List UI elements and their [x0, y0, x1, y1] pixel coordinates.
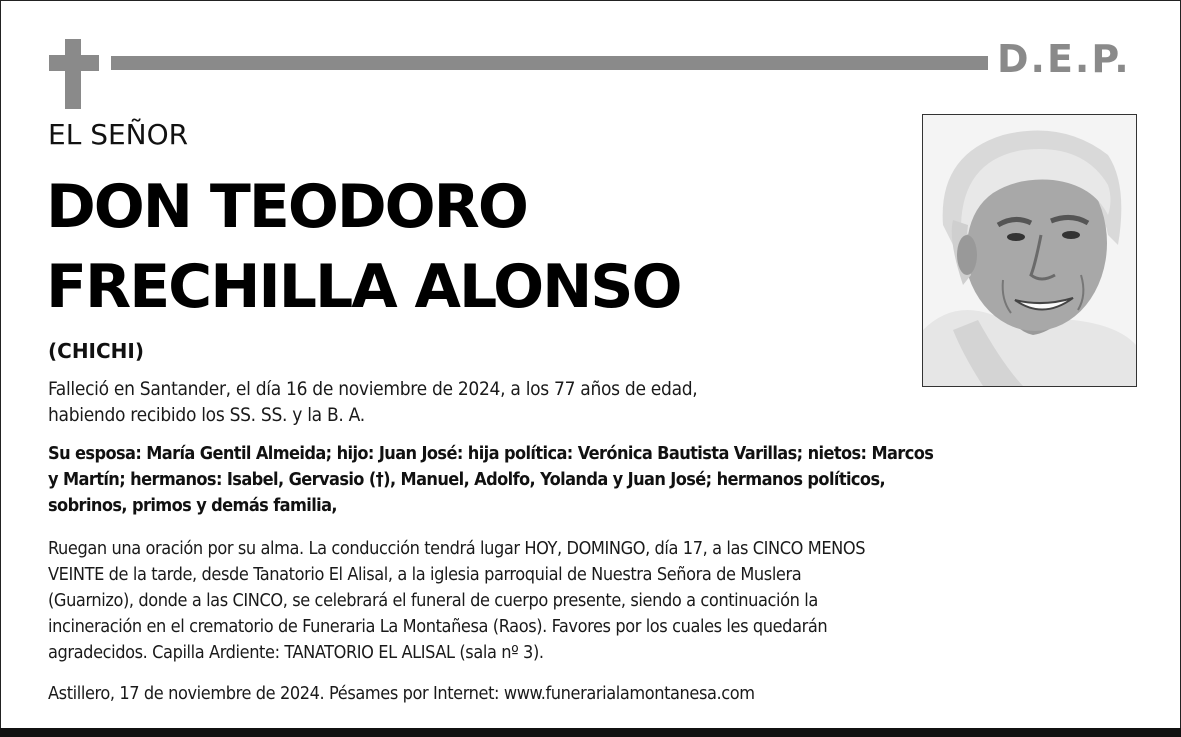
honorific: EL SEÑOR — [48, 118, 189, 151]
service-line: VEINTE de la tarde, desde Tanatorio El Alisal, a la iglesia parroquial de Nuestra Señora de Muslera — [48, 564, 802, 585]
family-line: y Martín; hermanos: Isabel, Gervasio (†), Manuel, Adolfo, Yolanda y Juan José; hermanos políticos, — [48, 469, 886, 490]
service-line: incineración en el crematorio de Funeraria La Montañesa (Raos). Favores por los cuales les quedarán — [48, 616, 828, 637]
nickname: (CHICHI) — [48, 339, 144, 363]
death-notice-line: Falleció en Santander, el día 16 de noviembre de 2024, a los 77 años de edad, — [48, 378, 698, 400]
service-details — [48, 536, 865, 666]
family-line: sobrinos, primos y demás familia, — [48, 495, 337, 516]
family-line: Su esposa: María Gentil Almeida; hijo: Juan José: hija política: Verónica Bautista Varillas; nietos: Marcos — [48, 443, 934, 464]
dep-label: D.E.P. — [997, 37, 1131, 81]
cross-icon-bar — [49, 55, 99, 71]
portrait-illustration — [923, 115, 1136, 386]
family-list — [48, 441, 933, 519]
footer-note: Astillero, 17 de noviembre de 2024. Pésames por Internet: www.funerarialamontanesa.com — [48, 683, 755, 704]
death-notice-line: habiendo recibido los SS. SS. y la B. A. — [48, 404, 365, 426]
deceased-name — [46, 167, 681, 327]
service-line: Ruegan una oración por su alma. La conducción tendrá lugar HOY, DOMINGO, día 17, a las CINCO MENOS — [48, 538, 866, 559]
portrait-photo — [922, 114, 1137, 387]
death-notice — [48, 376, 697, 428]
name-line-2: FRECHILLA ALONSO — [46, 252, 681, 322]
service-line: (Guarnizo), donde a las CINCO, se celebrará el funeral de cuerpo presente, siendo a continuación la — [48, 590, 818, 611]
header-rule — [111, 56, 988, 70]
name-line-1: DON TEODORO — [46, 172, 527, 242]
cross-icon — [65, 39, 81, 109]
service-line: agradecidos. Capilla Ardiente: TANATORIO EL ALISAL (sala nº 3). — [48, 642, 544, 663]
bottom-border — [0, 728, 1181, 737]
